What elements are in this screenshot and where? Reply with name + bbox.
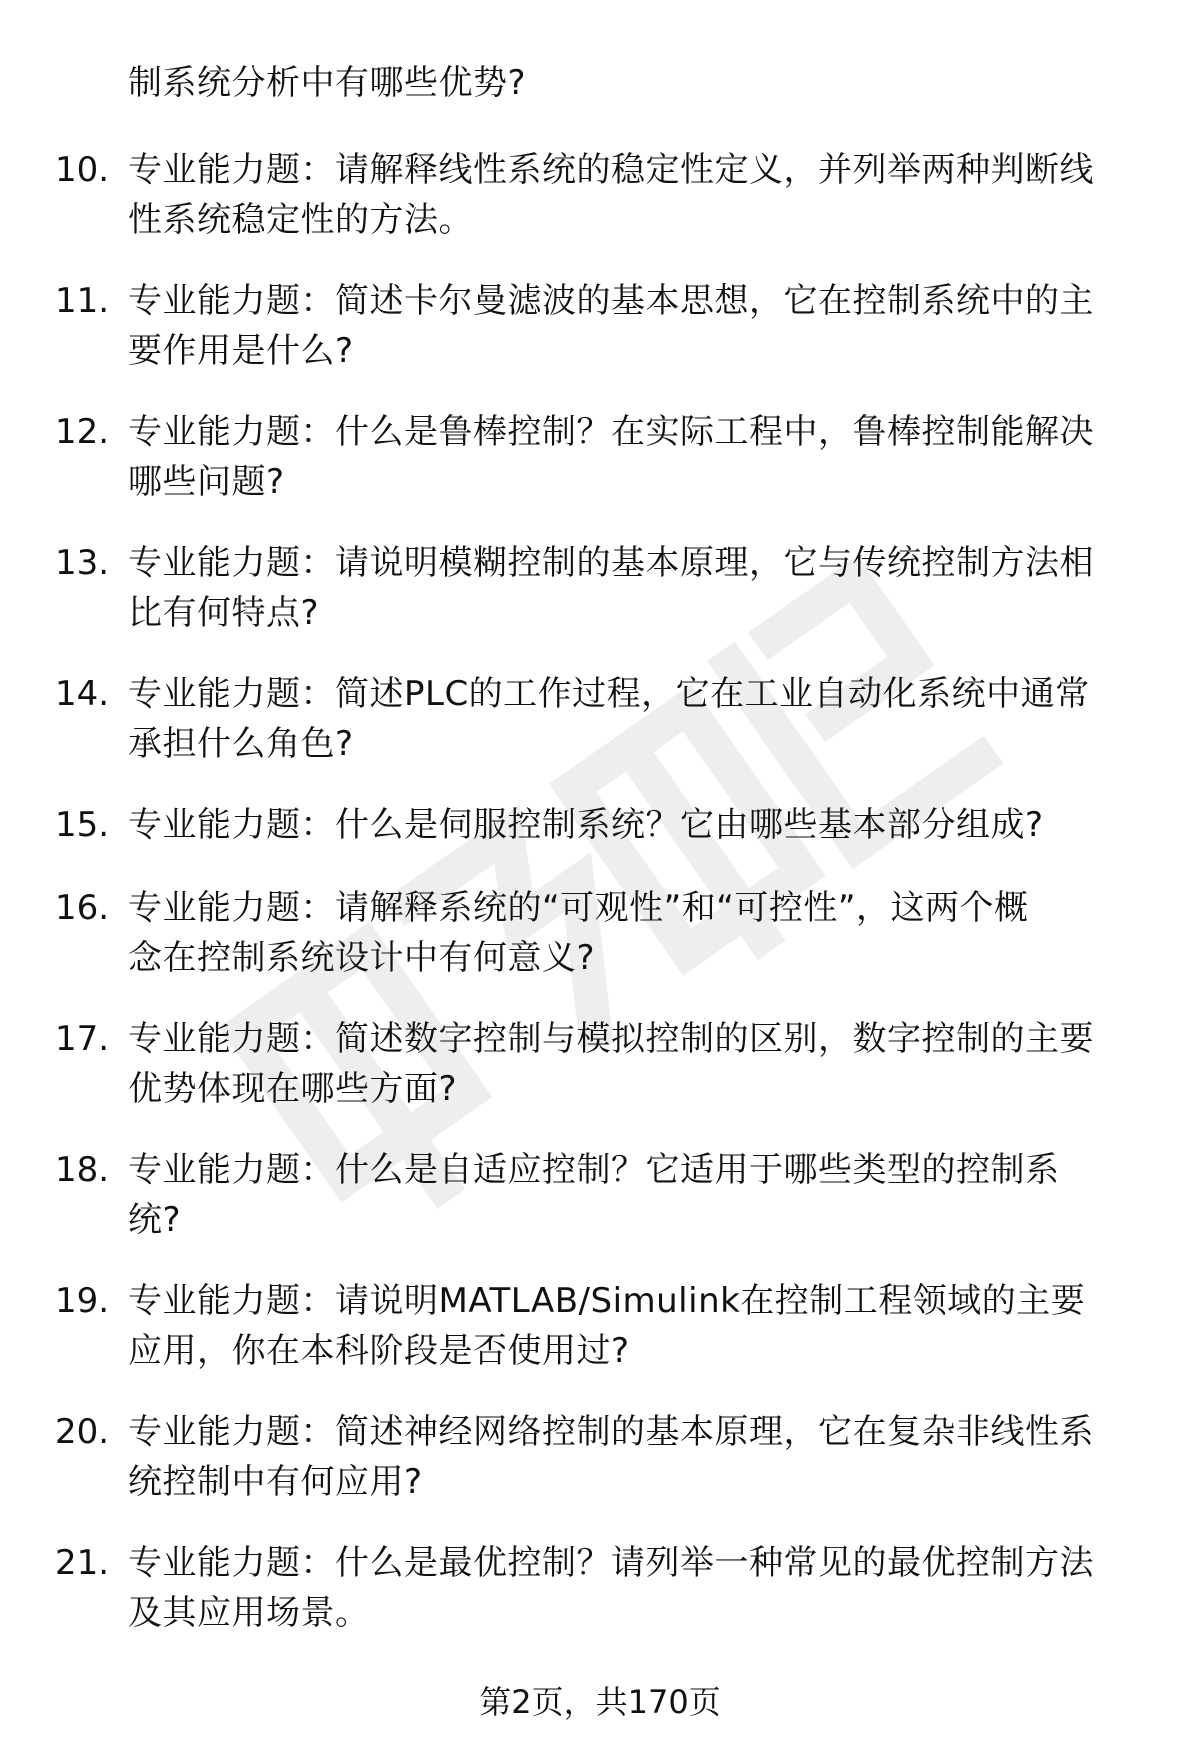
- question-text: [128, 800, 1138, 850]
- question-line: 专业能力题：请说明MATLAB/Simulink在控制工程领域的主要: [128, 1281, 1086, 1321]
- question-text: [128, 1276, 1138, 1376]
- question-number: 12.: [55, 412, 110, 452]
- list-item: [0, 800, 1200, 883]
- question-line: 专业能力题：请解释系统的“可观性”和“可控性”，这两个概: [128, 888, 1029, 928]
- question-text: [128, 883, 1138, 983]
- question-line: 专业能力题：简述神经网络控制的基本原理，它在复杂非线性系: [128, 1412, 1094, 1452]
- question-line: 比有何特点?: [128, 593, 320, 633]
- question-text: [128, 1407, 1138, 1507]
- list-item: [0, 538, 1200, 669]
- question-line: 要作用是什么?: [128, 331, 354, 371]
- list-item: [0, 276, 1200, 407]
- question-line: 及其应用场景。: [128, 1593, 370, 1633]
- list-item: [0, 883, 1200, 1014]
- list-item: [0, 1538, 1200, 1669]
- question-line: 专业能力题：什么是伺服控制系统？它由哪些基本部分组成?: [128, 805, 1044, 845]
- question-line: 哪些问题?: [128, 462, 285, 502]
- question-line: 专业能力题：简述PLC的工作过程，它在工业自动化系统中通常: [128, 674, 1090, 714]
- question-line: 性系统稳定性的方法。: [128, 200, 473, 240]
- question-list: [0, 145, 1200, 1669]
- list-item: [0, 669, 1200, 800]
- question-text: [128, 1145, 1138, 1245]
- question-text: [128, 407, 1138, 507]
- question-line: 优势体现在哪些方面?: [128, 1069, 458, 1109]
- question-line: 专业能力题：简述数字控制与模拟控制的区别，数字控制的主要: [128, 1019, 1094, 1059]
- question-text: [128, 669, 1138, 769]
- list-item: [0, 1145, 1200, 1276]
- question-number: 21.: [55, 1543, 110, 1583]
- list-item: [0, 1407, 1200, 1538]
- list-item: [0, 407, 1200, 538]
- question-line: 专业能力题：请说明模糊控制的基本原理，它与传统控制方法相: [128, 543, 1094, 583]
- question-number: 19.: [55, 1281, 110, 1321]
- question-number: 10.: [55, 150, 110, 190]
- question-line: 统控制中有何应用?: [128, 1462, 423, 1502]
- question-line: 念在控制系统设计中有何意义?: [128, 938, 596, 978]
- question-text: [128, 1538, 1138, 1638]
- question-number: 18.: [55, 1150, 110, 1190]
- question-number: 20.: [55, 1412, 110, 1452]
- question-text: [128, 1014, 1138, 1114]
- question-number: 14.: [55, 674, 110, 714]
- question-number: 16.: [55, 888, 110, 928]
- question-line: 专业能力题：简述卡尔曼滤波的基本思想，它在控制系统中的主: [128, 281, 1094, 321]
- question-number: 11.: [55, 281, 110, 321]
- question-line: 应用，你在本科阶段是否使用过?: [128, 1331, 630, 1371]
- question-number: 17.: [55, 1019, 110, 1059]
- question-line: 专业能力题：什么是鲁棒控制？在实际工程中，鲁棒控制能解决: [128, 412, 1094, 452]
- question-line: 专业能力题：什么是自适应控制？它适用于哪些类型的控制系: [128, 1150, 1060, 1190]
- question-number: 13.: [55, 543, 110, 583]
- question-line: 专业能力题：请解释线性系统的稳定性定义，并列举两种判断线: [128, 150, 1094, 190]
- question-line: 统?: [128, 1200, 182, 1240]
- question-number: 15.: [55, 805, 110, 845]
- question-text: [128, 276, 1138, 376]
- question-text: [128, 538, 1138, 638]
- page-footer: 第2页，共170页: [479, 1683, 721, 1721]
- question-line: 承担什么角色?: [128, 724, 354, 764]
- question-line: 专业能力题：什么是最优控制？请列举一种常见的最优控制方法: [128, 1543, 1094, 1583]
- list-item: [0, 1276, 1200, 1407]
- list-item: [0, 145, 1200, 276]
- question-text: [128, 145, 1138, 245]
- continuation-text: 制系统分析中有哪些优势?: [128, 63, 527, 103]
- list-item: [0, 1014, 1200, 1145]
